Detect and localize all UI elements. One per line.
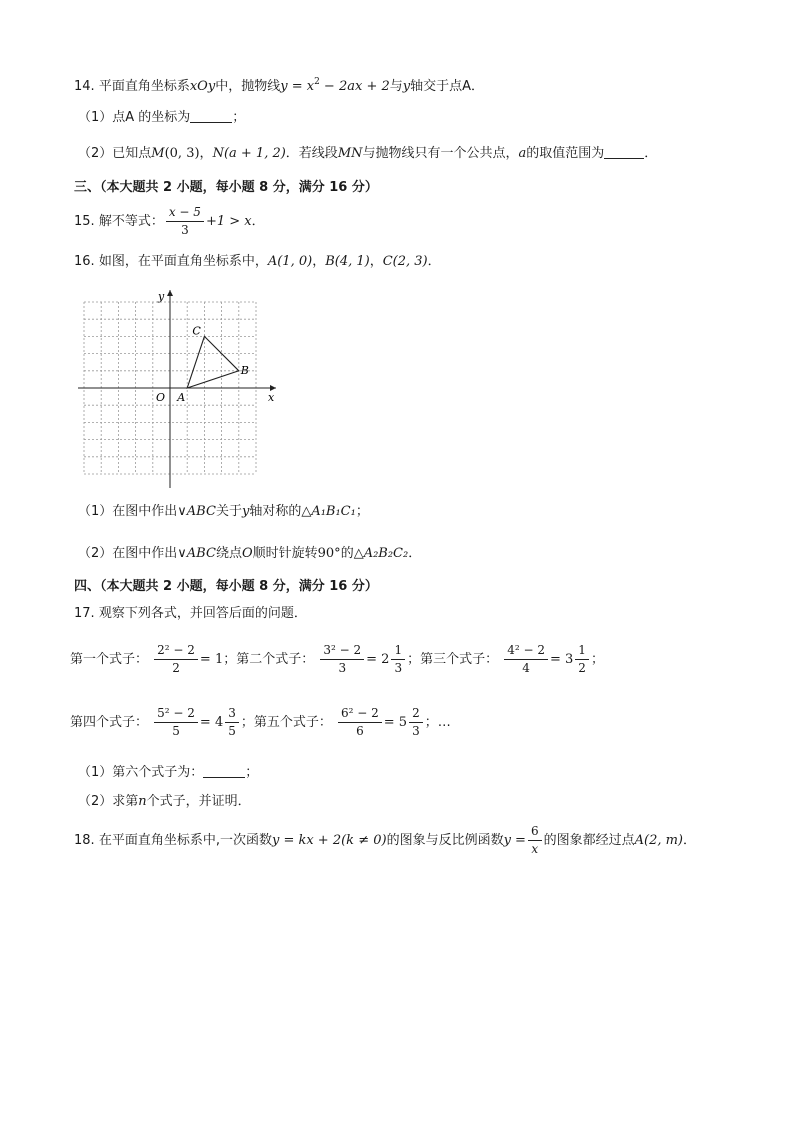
q14-p2-text: （2）已知点 bbox=[78, 146, 152, 161]
formula-4-result: = 4 bbox=[199, 715, 224, 730]
q16-p1-text: 关于 bbox=[215, 504, 242, 519]
section-heading-3: 三、（本大题共 2 小题，每小题 8 分，满分 16 分） bbox=[74, 180, 378, 195]
axis-y: y bbox=[241, 504, 250, 519]
condition: (k ≠ 0) bbox=[341, 833, 387, 848]
segment-mn: MN bbox=[337, 146, 363, 161]
q18-number: 18. bbox=[74, 833, 95, 848]
q17-stem bbox=[74, 604, 307, 624]
formula-3-mixed bbox=[575, 643, 589, 676]
formula-5-den: 6 bbox=[356, 724, 364, 738]
q14-p2-text: ．若线段 bbox=[285, 146, 338, 161]
q15-den: 3 bbox=[181, 223, 189, 237]
q14-text: 平面直角坐标系 bbox=[98, 79, 190, 94]
formula-5-fraction bbox=[338, 706, 382, 739]
triangle-abc-shape bbox=[187, 336, 239, 388]
inverse-fraction bbox=[528, 824, 542, 857]
mixed-num: 1 bbox=[575, 643, 589, 660]
q14-number: 14. bbox=[74, 79, 95, 94]
axes bbox=[78, 290, 276, 488]
formula-5-num: 6² − 2 bbox=[338, 706, 382, 723]
q16-part1 bbox=[78, 502, 369, 522]
q16-p2-text: 顺时针旋转 bbox=[252, 546, 318, 561]
formula-label: ；第五个式子： bbox=[240, 715, 332, 730]
formula-3-result: = 3 bbox=[550, 652, 574, 667]
q17-part2 bbox=[78, 792, 251, 812]
q14-exponent: 2 bbox=[314, 77, 320, 87]
point-c: C(2, 3) bbox=[382, 254, 428, 269]
triangle-a1b1c1: A₁B₁C₁ bbox=[311, 504, 356, 519]
q17-part1 bbox=[78, 763, 258, 783]
q17-formulas-row2 bbox=[70, 703, 451, 743]
axis-label-y: y bbox=[158, 290, 165, 303]
formula-2-num: 3² − 2 bbox=[320, 643, 364, 660]
formula-label: 第一个式子： bbox=[70, 652, 149, 667]
q16-p1-text: （1）在图中作出∨ bbox=[78, 504, 187, 519]
point-o: O bbox=[241, 546, 253, 561]
inverse-num: 6 bbox=[528, 824, 542, 841]
q17-p2-text: （2）求第 bbox=[78, 794, 139, 809]
coordinate-grid-figure bbox=[70, 278, 290, 490]
formula-label: ；第二个式子： bbox=[223, 652, 315, 667]
vertex-label-b: B bbox=[240, 363, 249, 377]
triangle-abc-label: ABC bbox=[186, 546, 216, 561]
q17-text: 观察下列各式，并回答后面的问题． bbox=[98, 606, 307, 621]
q15-number: 15. bbox=[74, 214, 95, 229]
point-n-coord: (a + 1, 2) bbox=[223, 146, 286, 161]
q16-p2-end: ． bbox=[408, 546, 422, 561]
q14-formula: − 2ax + 2 bbox=[319, 79, 390, 94]
q14-part2 bbox=[78, 144, 657, 164]
triangle-a2b2c2: A₂B₂C₂ bbox=[363, 546, 409, 561]
q14-text: 中，抛物线 bbox=[215, 79, 281, 94]
q16-text: 如图，在平面直角坐标系中， bbox=[98, 254, 268, 269]
q16-p2-text: 的△ bbox=[340, 546, 364, 561]
formula-2-den: 3 bbox=[338, 661, 347, 675]
formula-1-num: 2² − 2 bbox=[154, 643, 198, 660]
formula-3-den: 4 bbox=[522, 661, 530, 675]
triangle-abc bbox=[187, 336, 239, 388]
q17-formulas-row1 bbox=[70, 640, 604, 680]
formula-end: ；… bbox=[424, 715, 451, 730]
q18-text: 的图象与反比例函数 bbox=[386, 833, 504, 848]
sep: ， bbox=[199, 146, 213, 161]
q16-end: ． bbox=[427, 254, 441, 269]
y-axis-arrow bbox=[167, 290, 173, 296]
var-a: a bbox=[518, 146, 527, 161]
q18-end: ． bbox=[683, 833, 697, 848]
point-b: B(4, 1) bbox=[325, 254, 370, 269]
q15 bbox=[74, 204, 265, 240]
mixed-den: 3 bbox=[412, 724, 420, 738]
mixed-den: 2 bbox=[578, 661, 586, 675]
mixed-num: 3 bbox=[225, 706, 239, 723]
q17-number: 17. bbox=[74, 606, 95, 621]
answer-blank[interactable] bbox=[203, 763, 245, 778]
answer-blank[interactable] bbox=[190, 108, 232, 123]
triangle-abc-label: ABC bbox=[186, 504, 216, 519]
formula-label: 第四个式子： bbox=[70, 715, 149, 730]
origin-label: O bbox=[156, 391, 166, 404]
q14-stem bbox=[74, 72, 484, 97]
formula-5-mixed bbox=[409, 706, 423, 739]
vertex-label-a: A bbox=[177, 391, 186, 404]
q15-num: x − 5 bbox=[166, 205, 204, 222]
var-n: n bbox=[138, 794, 147, 809]
q16-p2-text: （2）在图中作出∨ bbox=[78, 546, 187, 561]
q15-fraction bbox=[166, 205, 204, 238]
formula-4-fraction bbox=[154, 706, 198, 739]
formula-2-mixed bbox=[391, 643, 405, 676]
formula-5-result: = 5 bbox=[383, 715, 408, 730]
linear-function: y = kx + 2 bbox=[271, 833, 342, 848]
formula-label: ；第三个式子： bbox=[407, 652, 499, 667]
formula-1-result: = 1 bbox=[199, 652, 224, 667]
mixed-den: 5 bbox=[228, 724, 236, 738]
inverse-den: x bbox=[531, 842, 539, 856]
q16-p1-text: 轴对称的△ bbox=[249, 504, 312, 519]
q14-part1 bbox=[78, 108, 245, 128]
section-heading-4: 四、（本大题共 2 小题，每小题 8 分，满分 16 分） bbox=[74, 579, 378, 594]
q17-p1-text: （1）第六个式子为： bbox=[78, 765, 204, 780]
q16-part2 bbox=[78, 544, 421, 564]
q14-p1-text: （1）点A 的坐标为 bbox=[78, 110, 191, 125]
q14-p2-end: ． bbox=[644, 146, 658, 161]
point-m-coord: (0, 3) bbox=[164, 146, 200, 161]
q17-p1-end: ； bbox=[245, 765, 259, 780]
q14-p2-text: 的取值范围为 bbox=[526, 146, 605, 161]
q16-number: 16. bbox=[74, 254, 95, 269]
formula-1-fraction bbox=[154, 643, 198, 676]
angle-90: 90° bbox=[317, 546, 341, 561]
q18-text: 的图象都经过点 bbox=[543, 833, 635, 848]
inverse-function: y = bbox=[503, 833, 526, 848]
sep: ， bbox=[369, 254, 383, 269]
q15-rest: +1 > x bbox=[205, 214, 252, 229]
formula-4-den: 5 bbox=[172, 724, 180, 738]
point-a: A(2, m) bbox=[634, 833, 684, 848]
q18 bbox=[74, 824, 696, 858]
axis-label-x: x bbox=[268, 391, 275, 404]
q14-text: 与 bbox=[389, 79, 403, 94]
point-a: A(1, 0) bbox=[267, 254, 313, 269]
q17-p2-text: 个式子，并证明． bbox=[146, 794, 251, 809]
q16-p1-end: ； bbox=[355, 504, 369, 519]
q14-formula: y bbox=[280, 79, 288, 94]
q14-p1-end: ； bbox=[232, 110, 246, 125]
formula-2-result: = 2 bbox=[366, 652, 390, 667]
formula-3-num: 4² − 2 bbox=[504, 643, 548, 660]
q16-stem bbox=[74, 252, 441, 272]
answer-blank[interactable] bbox=[604, 144, 644, 159]
q14-xoy: xOy bbox=[189, 79, 216, 94]
q14-formula: = x bbox=[287, 79, 315, 94]
q14-text: 轴交于点A． bbox=[410, 79, 485, 94]
formula-1-den: 2 bbox=[172, 661, 180, 675]
formula-end: ； bbox=[590, 652, 604, 667]
q15-end: ． bbox=[251, 214, 265, 229]
q14-p2-text: 与抛物线只有一个公共点， bbox=[362, 146, 519, 161]
q16-p2-text: 绕点 bbox=[215, 546, 242, 561]
mixed-num: 2 bbox=[409, 706, 423, 723]
formula-4-mixed bbox=[225, 706, 239, 739]
formula-3-fraction bbox=[504, 643, 548, 676]
sep: ， bbox=[312, 254, 326, 269]
vertex-label-c: C bbox=[192, 324, 201, 338]
mixed-num: 1 bbox=[391, 643, 405, 660]
mixed-den: 3 bbox=[394, 661, 403, 675]
q14-axis: y bbox=[402, 79, 411, 94]
q15-text: 解不等式： bbox=[98, 214, 164, 229]
formula-2-fraction bbox=[320, 643, 364, 676]
point-m: M bbox=[151, 146, 165, 161]
q18-text: 在平面直角坐标系中,一次函数 bbox=[98, 833, 272, 848]
point-n: N bbox=[212, 146, 224, 161]
formula-4-num: 5² − 2 bbox=[154, 706, 198, 723]
